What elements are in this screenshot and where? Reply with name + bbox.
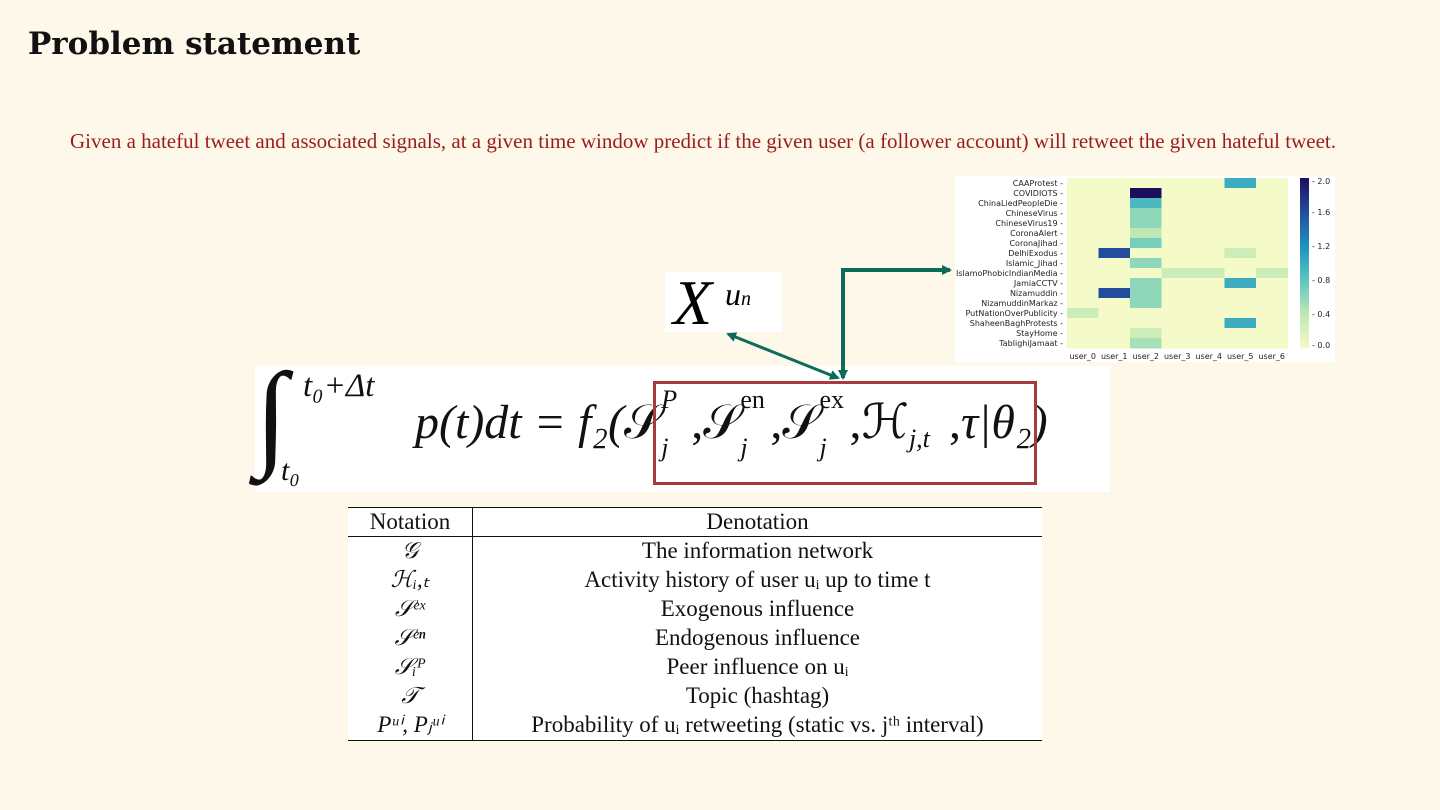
heatmap-row-label: CAAProtest - <box>1012 178 1063 188</box>
heatmap-row-label: ChineseVirus19 - <box>995 218 1063 228</box>
colorbar-tick-label: - 0.0 <box>1312 341 1331 350</box>
feature-matrix-subscript: n <box>741 288 751 310</box>
feature-matrix-symbol: X <box>673 267 713 338</box>
heatmap-row-label: NizamuddinMarkaz - <box>981 298 1063 308</box>
notation-cell: 𝒢 <box>348 537 473 567</box>
heatmap-column-label: user_5 <box>1226 352 1254 361</box>
heatmap-row-label: JamiaCCTV - <box>1013 278 1063 288</box>
heatmap-row-label: COVIDIOTS - <box>1013 188 1063 198</box>
problem-statement-text: Given a hateful tweet and associated signals, at a given time window predict if the given user (a follower account) will retweet the given hateful tweet. <box>70 129 1336 153</box>
heatmap-column-label: user_3 <box>1163 352 1191 361</box>
header-notation: Notation <box>348 508 473 537</box>
denotation-cell: Activity history of user uᵢ up to time t <box>584 567 931 593</box>
table-row <box>348 682 1042 711</box>
equation-term-history: ℋ j,t <box>861 396 930 453</box>
table-header-row <box>348 508 1042 537</box>
denotation-cell: Peer influence on uᵢ <box>666 654 849 680</box>
heatmap-row-label: DelhiExodus - <box>1008 248 1063 258</box>
heatmap-column-label: user_0 <box>1069 352 1097 361</box>
integral-lower-limit: t₀ <box>281 454 300 487</box>
integral-sign-icon: ∫ <box>255 349 288 480</box>
arrow-to-feature-label <box>728 334 783 356</box>
equation-tail: |θ₂) <box>978 396 1048 449</box>
colorbar-tick-label: - 1.2 <box>1312 242 1331 251</box>
heatmap-column-label: user_6 <box>1258 352 1286 361</box>
denotation-cell: Endogenous influence <box>654 625 861 651</box>
heatmap-row-label: ChinaLiedPeopleDie - <box>978 198 1063 208</box>
heatmap-row-label: Islamic_Jihad - <box>1005 258 1063 268</box>
notation-cell: 𝒯 <box>348 682 473 711</box>
slide-title: Problem statement <box>28 26 361 62</box>
colorbar-tick-label: - 0.8 <box>1312 276 1331 285</box>
table-row <box>348 711 1042 741</box>
table-row <box>348 566 1042 595</box>
integral-upper-limit: t₀+Δt <box>303 368 375 404</box>
heatmap-row-label: IslamoPhobicIndianMedia - <box>956 268 1063 278</box>
header-denotation: Denotation <box>473 508 1043 537</box>
table-row <box>348 595 1042 624</box>
denotation-cell: Topic (hashtag) <box>685 683 830 709</box>
prediction-equation: ∫ t₀+Δt t₀ p(t)dt = f₂(𝒮 P j ,𝒮 en j ,𝒮 ex j ,ℋ j,t ,τ|θ₂) <box>255 366 1110 492</box>
equation-tau: τ <box>960 396 979 449</box>
denotation-cell: Exogenous influence <box>660 596 855 622</box>
notation-cell: 𝒮ᵢᴾ <box>348 653 473 682</box>
heatmap-row-label: TablighiJamaat - <box>999 338 1063 348</box>
heatmap-column-label: user_1 <box>1100 352 1128 361</box>
heatmap-column-label: user_4 <box>1195 352 1223 361</box>
feature-matrix-superscript: u <box>725 276 741 312</box>
heatmap-row-label: ShaheenBaghProtests - <box>969 318 1063 328</box>
table-row <box>348 624 1042 653</box>
notation-cell: ℋᵢ,ₜ <box>348 566 473 595</box>
heatmap-row-label: CoronaAlert - <box>1010 228 1063 238</box>
notation-cell: 𝒮ᵉˣ <box>348 595 473 624</box>
denotation-cell: The information network <box>641 538 874 564</box>
table-row <box>348 537 1042 567</box>
equation-lhs: p(t)dt = f₂( <box>415 396 625 449</box>
heatmap-column-label: user_2 <box>1132 352 1160 361</box>
table-row <box>348 653 1042 682</box>
equation-term-endogenous: 𝒮 en j <box>703 385 765 462</box>
equation-term-exogenous: 𝒮 ex j <box>782 385 845 462</box>
colorbar-tick-label: - 2.0 <box>1312 177 1331 186</box>
colorbar-tick-label: - 0.4 <box>1312 310 1331 319</box>
equation-term-peer: 𝒮 P j <box>624 385 678 462</box>
notation-table <box>348 507 1042 741</box>
heatmap-row-label: PutNationOverPublicity - <box>965 308 1063 318</box>
colorbar-tick-label: - 1.6 <box>1312 208 1331 217</box>
notation-cell: Pᵘⁱ, Pⱼᵘⁱ <box>348 711 473 741</box>
denotation-cell: Probability of uᵢ retweeting (static vs. jᵗʰ interval) <box>531 712 984 738</box>
notation-cell: 𝒮ᵉⁿ <box>348 624 473 653</box>
arrow-to-signals <box>783 356 838 378</box>
heatmap-row-label: ChineseVirus - <box>1005 208 1063 218</box>
arrow-to-heatmap <box>843 270 950 378</box>
heatmap-row-label: CoronaJihad - <box>1009 238 1063 248</box>
heatmap-row-label: StayHome - <box>1016 328 1063 338</box>
heatmap-row-label: Nizamuddin - <box>1009 288 1063 298</box>
